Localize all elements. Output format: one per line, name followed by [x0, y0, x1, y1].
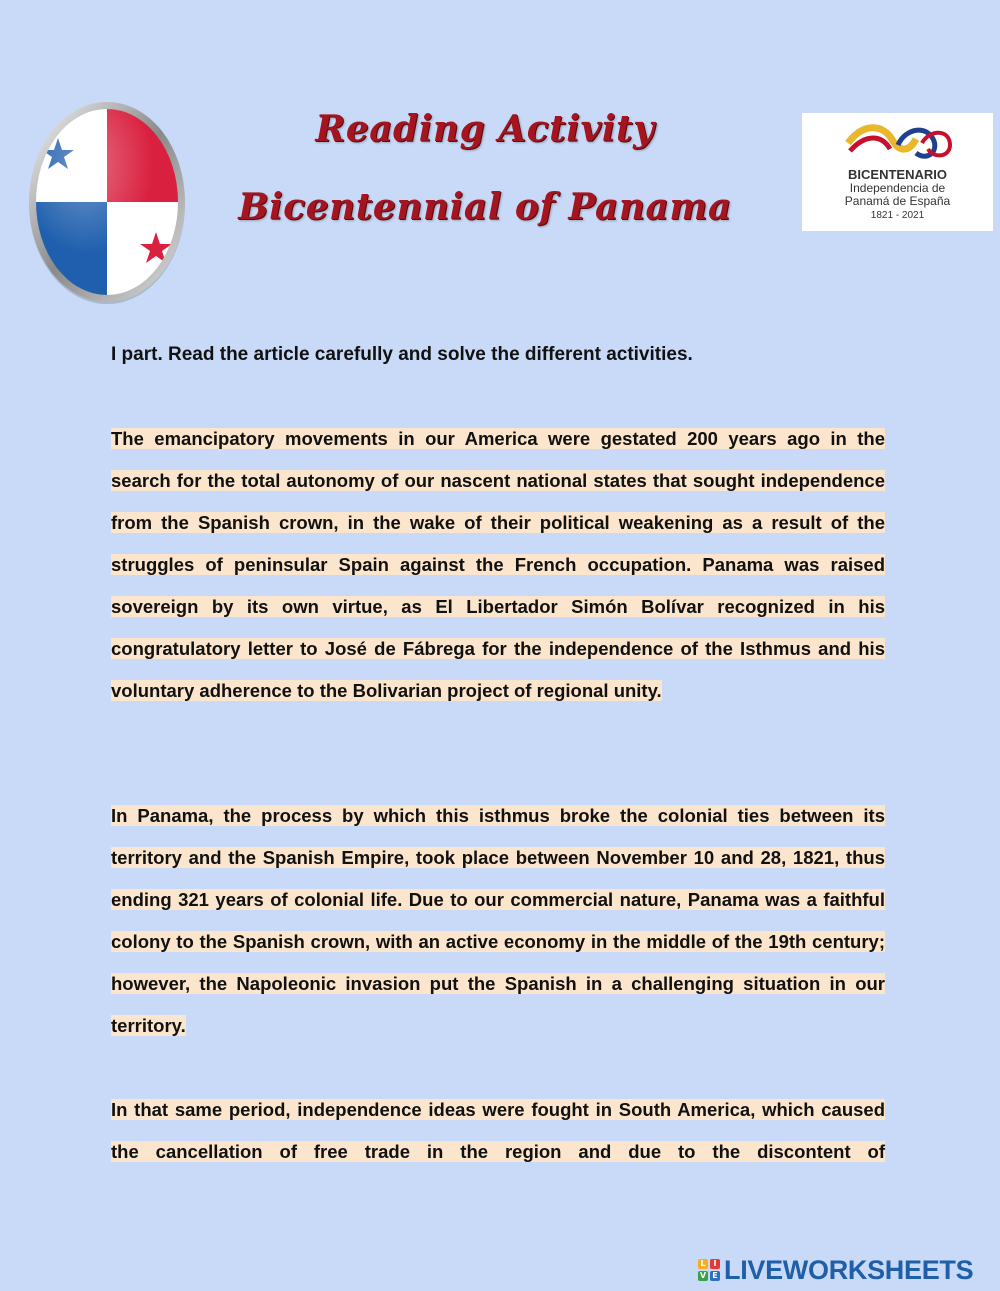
logo-line-2: Independencia de	[849, 181, 946, 195]
liveworksheets-brand[interactable]	[698, 1255, 973, 1285]
logo-name: BICENTENARIO	[848, 167, 947, 182]
logo-years: 1821 - 2021	[870, 210, 925, 221]
panama-flag-badge	[28, 100, 186, 304]
bicentenario-logo	[802, 113, 993, 231]
icon-letter: E	[710, 1271, 720, 1281]
paragraph-text: In that same period, independence ideas were fought in South America, which caused the cancellation of free trade in the region and due to the discontent of	[111, 1099, 885, 1162]
page-title: Reading Activity	[315, 108, 655, 150]
icon-letter: L	[698, 1259, 708, 1269]
icon-letter: V	[699, 1271, 707, 1280]
article-paragraph-2	[111, 795, 885, 1047]
page-subtitle: Bicentennial of Panama	[238, 186, 732, 228]
icon-letter: I	[710, 1259, 720, 1269]
logo-line-3: Panamá de España	[844, 194, 951, 208]
article-paragraph-3	[111, 1089, 885, 1173]
bicentenario-ribbon-icon	[838, 121, 958, 165]
liveworksheets-wordmark: LIVEWORKSHEETS	[724, 1254, 974, 1285]
paragraph-text: In Panama, the process by which this isthmus broke the colonial ties between its territory and the Spanish Empire, took place between November 10 and 28, 1821, thus ending 321 years of colonial life. Due to our commercial nature, Panama was a faithful colony to the Spanish crown, with an active economy in the middle of the 19th century; however, the Napoleonic invasion put the Spanish in a challenging situation in our territory.	[111, 805, 885, 1036]
article-paragraph-1	[111, 418, 885, 712]
liveworksheets-logo-icon	[698, 1259, 720, 1281]
paragraph-text: The emancipatory movements in our America were gestated 200 years ago in the search for the total autonomy of our nascent national states that sought independence from the Spanish crown, in the wake of their political weakening as a result of the struggles of peninsular Spain against the French occupation. Panama was raised sovereign by its own virtue, as El Libertador Simón Bolívar recognized in his congratulatory letter to José de Fábrega for the independence of the Isthmus and his voluntary adherence to the Bolivarian project of regional unity.	[111, 428, 885, 701]
instruction-text: I part. Read the article carefully and solve the different activities.	[111, 344, 693, 365]
